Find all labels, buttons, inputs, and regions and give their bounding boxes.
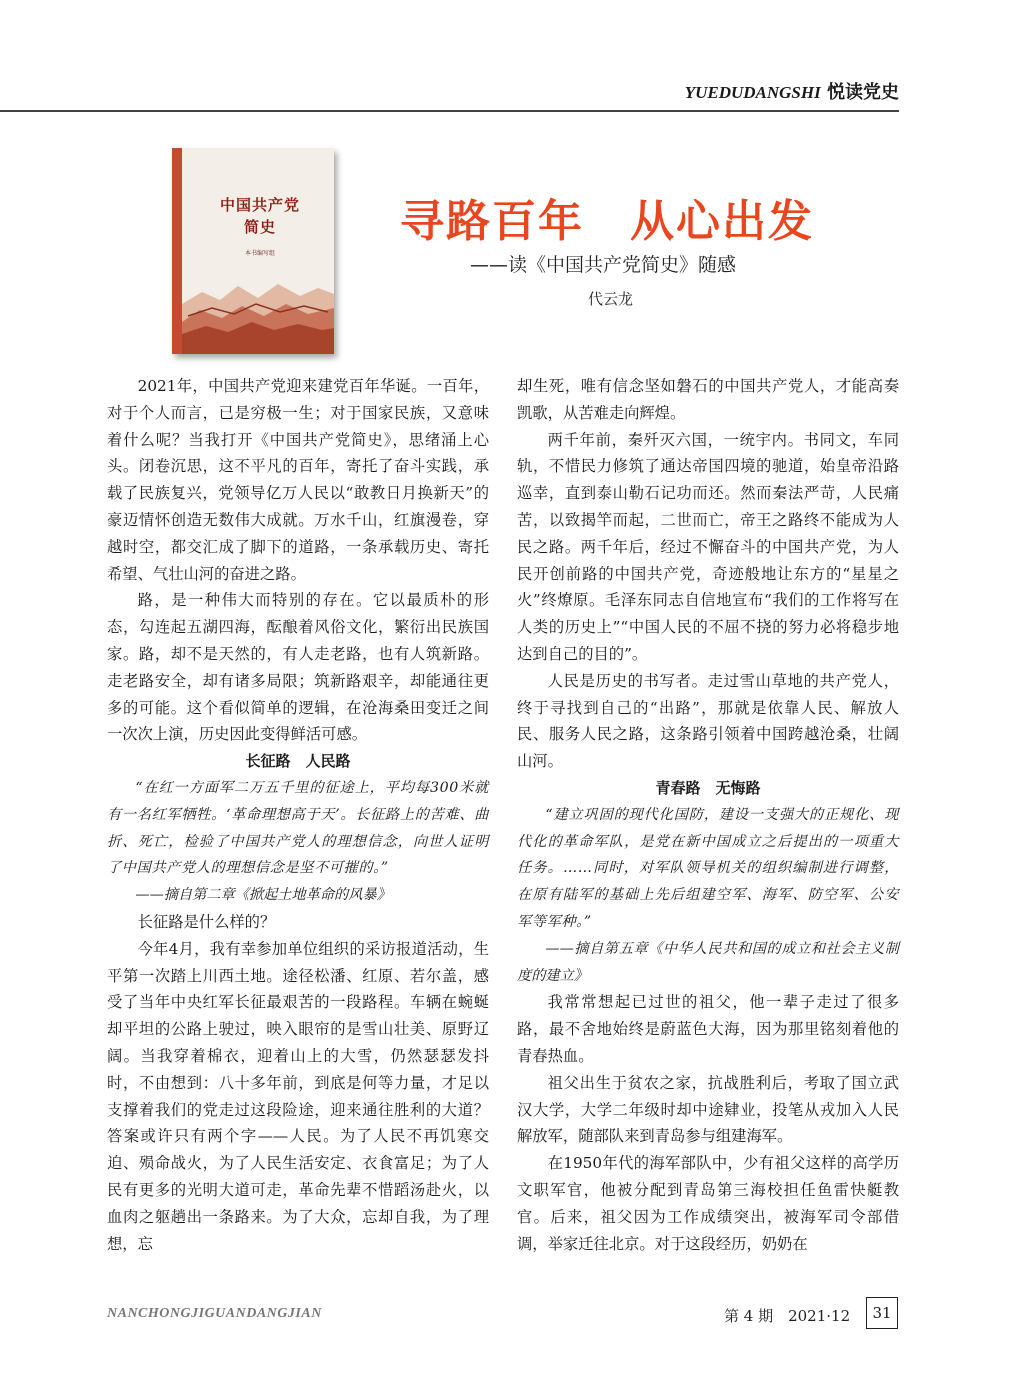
footer-issue: 第 4 期 2021·12 [724,1307,851,1325]
article-title: 寻路百年 从心出发 [400,196,814,247]
header-rule [0,110,899,112]
cover-title-line2: 简史 [243,218,276,236]
header-en: YUEDUDANGSHI [684,83,821,102]
block-quote: “在红一方面军二万五千里的征途上，平均每300米就有一名红军牺牲。‘革命理想高于天’。长征路上的苦难、曲折、死亡，检验了中国共产党人的理想信念，向世人证明了中国共产党人的理想信念是坚不可摧的。” [107,779,489,877]
page-number: 31 [866,1297,898,1329]
paragraph: 今年4月，我有幸参加单位组织的采访报道活动，生平第一次踏上川西土地。途径松潘、红原、若尔盖，感受了当年中央红军长征最艰苦的一段路程。车辆在蜿蜒却平坦的公路上驶过，映入眼帘的是雪山壮美、原野辽阔。当我穿着棉衣，迎着山上的大雪，仍然瑟瑟发抖时，不由想到：八十多年前，到底是何等力量，才足以支撑着我们的党走过这段险途，迎来通往胜利的大道？答案或许只有两个字——人民。为了人民不再饥寒交迫、殒命战火，为了人民生活安定、衣食富足；为了人民有更多的光明大道可走，革命先辈不惜蹈汤赴火，以血肉之躯趟出一条路来。为了大众，忘却自我，为了理想，忘 [107,939,489,1253]
header-cn: 悦读党史 [827,82,899,103]
quote-citation: ——摘自第五章《中华人民共和国的成立和社会主义制度的建立》 [517,940,899,984]
paragraph: 路，是一种伟大而特别的存在。它以最质朴的形态，勾连起五湖四海，酝酿着风俗文化，繁衍出民族国家。路，却不是天然的，有人走老路，也有人筑新路。走老路安全，却有诸多局限；筑新路艰辛，却能通往更多的可能。这个看似简单的逻辑，在沧海桑田变迁之间一次次上演，历史因此变得鲜活可感。 [107,591,489,744]
book-cover-image [172,148,334,354]
footer-journal-name: NANCHONGJIGUANDANGJIAN [107,1306,322,1321]
running-header [685,78,899,104]
great-wall-illustration [182,264,334,354]
paragraph: 在1950年代的海军部队中，少有祖父这样的高学历文职军官，他被分配到青岛第三海校担任鱼雷快艇教官。后来，祖父因为工作成绩突出，被海军司令部借调，举家迁往北京。对于这段经历，奶奶在 [517,1154,899,1253]
section-heading: 长征路 人民路 [245,752,351,771]
article-author: 代云龙 [588,290,634,308]
paragraph: 两千年前，秦歼灭六国，一统宇内。书同文，车同轨，不惜民力修筑了通达帝国四境的驰道，始皇帝沿路巡幸，直到泰山勒石记功而还。然而秦法严苛，人民痛苦，以致揭竿而起，二世而亡，帝王之路终不能成为人民之路。两千年后，经过不懈奋斗的中国共产党，为人民开创前路的中国共产党，奇迹般地让东方的“星星之火”终燎原。毛泽东同志自信地宣布“我们的工作将写在人类的历史上”“中国人民的不屈不挠的努力必将稳步地达到自己的目的”。 [517,430,899,663]
left-column [107,373,489,1257]
paragraph: 人民是历史的书写者。走过雪山草地的共产党人，终于寻找到自己的“出路”，那就是依靠人民、解放人民、服务人民之路，这条路引领着中国跨越沧桑，壮阔山河。 [517,671,899,771]
paragraph: 2021年，中国共产党迎来建党百年华诞。一百年，对于个人而言，已是穷极一生；对于国家民族，又意味着什么呢？当我打开《中国共产党简史》，思绪涌上心头。闭卷沉思，这不平凡的百年，寄托了奋斗实践，承载了民族复兴，党领导亿万人民以“敢教日月换新天”的豪迈情怀创造无数伟大成就。万水千山，红旗漫卷，穿越时空，都交汇成了脚下的道路，一条承载历史、寄托希望、气壮山河的奋进之路。 [107,377,489,583]
paragraph: 长征路是什么样的？ [137,912,276,931]
cover-title-line1: 中国共产党 [219,196,300,214]
article-subtitle: ——读《中国共产党简史》随感 [470,254,737,276]
cover-spine [172,148,182,354]
cover-publisher: 本书编写组 [244,250,275,257]
paragraph: 我常常想起已过世的祖父，他一辈子走过了很多路，最不舍地始终是蔚蓝色大海，因为那里铭刻着他的青春热血。 [517,993,899,1065]
section-heading: 青春路 无悔路 [655,778,761,797]
paragraph: 祖父出生于贫农之家，抗战胜利后，考取了国立武汉大学，大学二年级时却中途肄业，投笔从戎加入人民解放军，随部队来到青岛参与组建海军。 [517,1073,899,1146]
quote-citation: ——摘自第二章《掀起土地革命的风暴》 [135,887,391,904]
block-quote: “建立巩固的现代化国防，建设一支强大的正规化、现代化的革命军队，是党在新中国成立之后提出的一项重大任务。……同时，对军队领导机关的组织编制进行调整，在原有陆军的基础上先后组建空军、海军、防空军、公安军等军种。” [517,806,899,930]
right-column [517,373,899,1257]
cover-title [186,194,334,238]
paragraph-continued: 却生死，唯有信念坚如磐石的中国共产党人，才能高奏凯歌，从苦难走向辉煌。 [517,377,899,422]
